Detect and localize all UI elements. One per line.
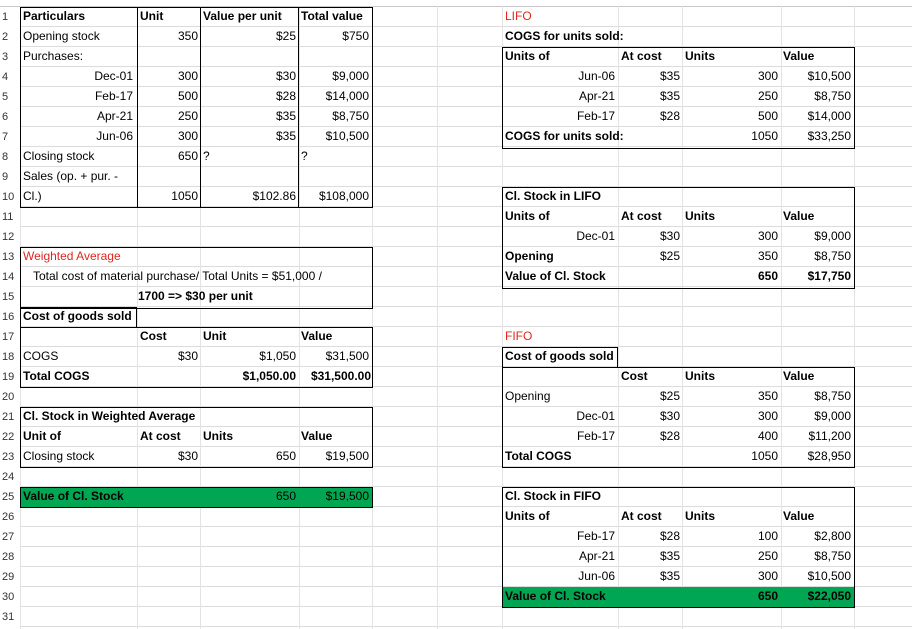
row-number[interactable]: 31 [2,611,15,623]
lifo-row-cost[interactable]: $35 [659,69,680,83]
lifo-row-units[interactable]: 250 [757,89,778,103]
purchase-unit[interactable]: 250 [177,109,198,123]
fifo-cl-row-cost[interactable]: $35 [659,549,680,563]
opening-stock-label[interactable]: Opening stock [23,29,100,43]
row-number[interactable]: 10 [2,191,15,203]
lifo-cl-row-label[interactable]: Opening [505,249,554,263]
lifo-row-date[interactable]: Jun-06 [578,69,615,83]
purchase-vpu[interactable]: $28 [275,89,296,103]
row-number[interactable]: 20 [2,391,15,403]
row-number[interactable]: 4 [2,71,9,83]
lifo-cl-header-value[interactable]: Value [783,209,815,223]
fifo-row-date[interactable]: Feb-17 [576,429,615,443]
cl-stock-wa-title[interactable]: Cl. Stock in Weighted Average [23,409,196,423]
lifo-header-units[interactable]: Units [685,49,715,63]
purchase-date[interactable]: Apr-21 [96,109,133,123]
lifo-row-value[interactable]: $10,500 [807,69,851,83]
header-unit[interactable]: Unit [140,9,164,23]
fifo-row-value[interactable]: $9,000 [814,409,851,423]
fifo-row-date[interactable]: Dec-01 [576,409,615,423]
row-number[interactable]: 27 [2,531,15,543]
lifo-cl-row-value[interactable]: $9,000 [814,229,851,243]
fifo-cl-header-value[interactable]: Value [783,509,815,523]
lifo-row-value[interactable]: $8,750 [814,89,851,103]
cogs-row-unit[interactable]: $1,050 [259,349,296,363]
fifo-cl-row-value[interactable]: $10,500 [807,569,851,583]
opening-stock-vpu[interactable]: $25 [275,29,296,43]
row-number[interactable]: 14 [2,271,15,283]
row-number[interactable]: 9 [2,171,9,183]
fifo-header-units[interactable]: Units [685,369,715,383]
lifo-cl-header-units-of[interactable]: Units of [505,209,550,223]
lifo-row-value[interactable]: $14,000 [807,109,851,123]
purchase-total[interactable]: $10,500 [325,129,369,143]
lifo-row-date[interactable]: Apr-21 [578,89,615,103]
lifo-row-cost[interactable]: $35 [659,89,680,103]
cogs-header-unit[interactable]: Unit [203,329,227,343]
fifo-total-label[interactable]: Total COGS [505,449,572,463]
total-cogs-value[interactable]: $31,500.00 [310,369,371,383]
row-number[interactable]: 7 [2,131,9,143]
fifo-row-units[interactable]: 300 [757,409,778,423]
value-cl-stock-units[interactable]: 650 [275,489,296,503]
lifo-cl-title[interactable]: Cl. Stock in LIFO [505,189,602,203]
lifo-total-label[interactable]: COGS for units sold: [505,129,624,143]
fifo-cl-total-units[interactable]: 650 [757,589,778,603]
row-number[interactable]: 17 [2,331,15,343]
row-number[interactable]: 22 [2,431,15,443]
fifo-title[interactable]: FIFO [505,329,533,343]
lifo-cl-total-value[interactable]: $17,750 [807,269,851,283]
row-number[interactable]: 6 [2,111,9,123]
purchase-unit[interactable]: 500 [177,89,198,103]
fifo-cl-header-units-of[interactable]: Units of [505,509,550,523]
fifo-row-value[interactable]: $8,750 [814,389,851,403]
fifo-row-units[interactable]: 350 [757,389,778,403]
weighted-average-title[interactable]: Weighted Average [23,249,121,263]
clwa-header-at-cost[interactable]: At cost [140,429,181,443]
purchase-vpu[interactable]: $35 [275,129,296,143]
lifo-cl-header-units[interactable]: Units [685,209,715,223]
clwa-row-cost[interactable]: $30 [177,449,198,463]
fifo-row-value[interactable]: $11,200 [808,429,851,443]
clwa-row-label[interactable]: Closing stock [23,449,95,463]
purchase-date[interactable]: Dec-01 [94,69,133,83]
row-number[interactable]: 18 [2,351,15,363]
fifo-cl-row-units[interactable]: 300 [757,569,778,583]
purchase-total[interactable]: $8,750 [332,109,369,123]
purchase-unit[interactable]: 300 [177,69,198,83]
row-number[interactable]: 3 [2,51,9,63]
clwa-header-value[interactable]: Value [301,429,333,443]
fifo-cl-header-at-cost[interactable]: At cost [621,509,662,523]
fifo-header-cost[interactable]: Cost [621,369,648,383]
cogs-row-cost[interactable]: $30 [177,349,198,363]
total-cogs-unit[interactable]: $1,050.00 [242,369,296,383]
cogs-header-cost[interactable]: Cost [140,329,167,343]
lifo-row-units[interactable]: 300 [757,69,778,83]
lifo-header-value[interactable]: Value [783,49,815,63]
fifo-total-value[interactable]: $28,950 [807,449,851,463]
gridline-horizontal [20,626,912,627]
fifo-header-value[interactable]: Value [783,369,815,383]
sales-vpu[interactable]: $102.86 [252,189,296,203]
row-number[interactable]: 11 [2,211,14,223]
clwa-row-units[interactable]: 650 [275,449,296,463]
sales-label-line1[interactable]: Sales (op. + pur. - [23,169,119,183]
lifo-cl-total-units[interactable]: 650 [757,269,778,283]
lifo-total-units[interactable]: 1050 [751,129,778,143]
row-number[interactable]: 15 [2,291,15,303]
lifo-cl-header-at-cost[interactable]: At cost [621,209,662,223]
fifo-row-cost[interactable]: $30 [659,409,680,423]
header-value-per-unit[interactable]: Value per unit [203,9,282,23]
lifo-row-units[interactable]: 500 [757,109,778,123]
row-number[interactable]: 16 [2,311,15,323]
wa-formula-text-2[interactable]: 1700 => $30 per unit [138,289,253,303]
closing-stock-total-unknown[interactable]: ? [301,149,308,163]
fifo-cl-row-date[interactable]: Apr-21 [578,549,615,563]
row-number[interactable]: 26 [2,511,15,523]
fifo-total-units[interactable]: 1050 [751,449,778,463]
fifo-row-cost[interactable]: $25 [659,389,680,403]
value-cl-stock-label[interactable]: Value of Cl. Stock [23,489,124,503]
lifo-total-value[interactable]: $33,250 [807,129,851,143]
row-number[interactable]: 28 [2,551,15,563]
lifo-title[interactable]: LIFO [505,9,532,23]
fifo-cl-total-label[interactable]: Value of Cl. Stock [505,589,606,603]
lifo-cl-row-units[interactable]: 350 [757,249,778,263]
row-number[interactable]: 13 [2,251,15,263]
value-cl-stock-value[interactable]: $19,500 [325,489,369,503]
header-total-value[interactable]: Total value [301,9,363,23]
sales-total[interactable]: $108,000 [318,189,369,203]
purchase-date[interactable]: Jun-06 [96,129,133,143]
row-number[interactable]: 5 [2,91,9,103]
purchase-vpu[interactable]: $35 [275,109,296,123]
fifo-row-units[interactable]: 400 [757,429,778,443]
lifo-cl-row-cost[interactable]: $30 [659,229,680,243]
row-number[interactable]: 2 [2,31,9,43]
lifo-row-cost[interactable]: $28 [659,109,680,123]
opening-stock-total[interactable]: $750 [342,29,369,43]
row-number[interactable]: 25 [2,491,15,503]
fifo-cl-title[interactable]: Cl. Stock in FIFO [505,489,602,503]
clwa-row-value[interactable]: $19,500 [325,449,369,463]
row-number[interactable]: 8 [2,151,9,163]
lifo-cl-total-label[interactable]: Value of Cl. Stock [505,269,606,283]
sales-unit[interactable]: 1050 [171,189,198,203]
fifo-cl-row-units[interactable]: 250 [757,549,778,563]
lifo-header-units-of[interactable]: Units of [505,49,550,63]
opening-stock-unit[interactable]: 350 [177,29,198,43]
row-number[interactable]: 23 [2,451,15,463]
lifo-cl-row-date[interactable]: Dec-01 [576,229,615,243]
row-number[interactable]: 1 [2,11,9,23]
fifo-cl-row-value[interactable]: $2,800 [814,529,851,543]
fifo-cl-row-cost[interactable]: $35 [659,569,680,583]
closing-stock-unit[interactable]: 650 [177,149,198,163]
fifo-cogs-title[interactable]: Cost of goods sold [505,349,614,363]
clwa-header-units[interactable]: Units [203,429,233,443]
wa-formula-text-1[interactable]: Total cost of material purchase/ Total Units = $51,000 / [33,269,322,283]
lifo-row-date[interactable]: Feb-17 [576,109,615,123]
fifo-cl-row-date[interactable]: Feb-17 [576,529,615,543]
fifo-cl-total-value[interactable]: $22,050 [807,589,851,603]
gridline-vertical [437,6,438,629]
fifo-cl-row-value[interactable]: $8,750 [814,549,851,563]
cogs-row-label[interactable]: COGS [23,349,59,363]
cogs-row-value[interactable]: $31,500 [325,349,369,363]
lifo-cl-row-units[interactable]: 300 [757,229,778,243]
clwa-header-unit-of[interactable]: Unit of [23,429,61,443]
purchase-date[interactable]: Feb-17 [94,89,133,103]
lifo-cl-row-cost[interactable]: $25 [659,249,680,263]
lifo-cl-row-value[interactable]: $8,750 [814,249,851,263]
row-number[interactable]: 24 [2,471,15,483]
purchases-label[interactable]: Purchases: [23,49,84,63]
fifo-cl-header-units[interactable]: Units [685,509,715,523]
header-particulars[interactable]: Particulars [23,9,86,23]
cogs-header-value[interactable]: Value [301,329,333,343]
lifo-header-at-cost[interactable]: At cost [621,49,662,63]
lifo-cogs-label[interactable]: COGS for units sold: [505,29,624,43]
purchase-total[interactable]: $9,000 [332,69,369,83]
fifo-cl-row-date[interactable]: Jun-06 [578,569,615,583]
fifo-row-cost[interactable]: $28 [659,429,680,443]
cogs-title[interactable]: Cost of goods sold [23,309,132,323]
fifo-cl-row-units[interactable]: 100 [757,529,778,543]
closing-stock-vpu-unknown[interactable]: ? [203,149,210,163]
row-number[interactable]: 30 [2,591,15,603]
purchase-unit[interactable]: 300 [177,129,198,143]
row-number[interactable]: 19 [2,371,15,383]
fifo-row-label[interactable]: Opening [505,389,551,403]
row-number[interactable]: 12 [2,231,15,243]
sales-label-line2[interactable]: Cl.) [23,189,42,203]
total-cogs-label[interactable]: Total COGS [23,369,90,383]
row-number[interactable]: 21 [2,411,15,423]
fifo-cl-row-cost[interactable]: $28 [659,529,680,543]
purchase-vpu[interactable]: $30 [275,69,296,83]
closing-stock-label[interactable]: Closing stock [23,149,95,163]
purchase-total[interactable]: $14,000 [325,89,369,103]
row-number[interactable]: 29 [2,571,15,583]
